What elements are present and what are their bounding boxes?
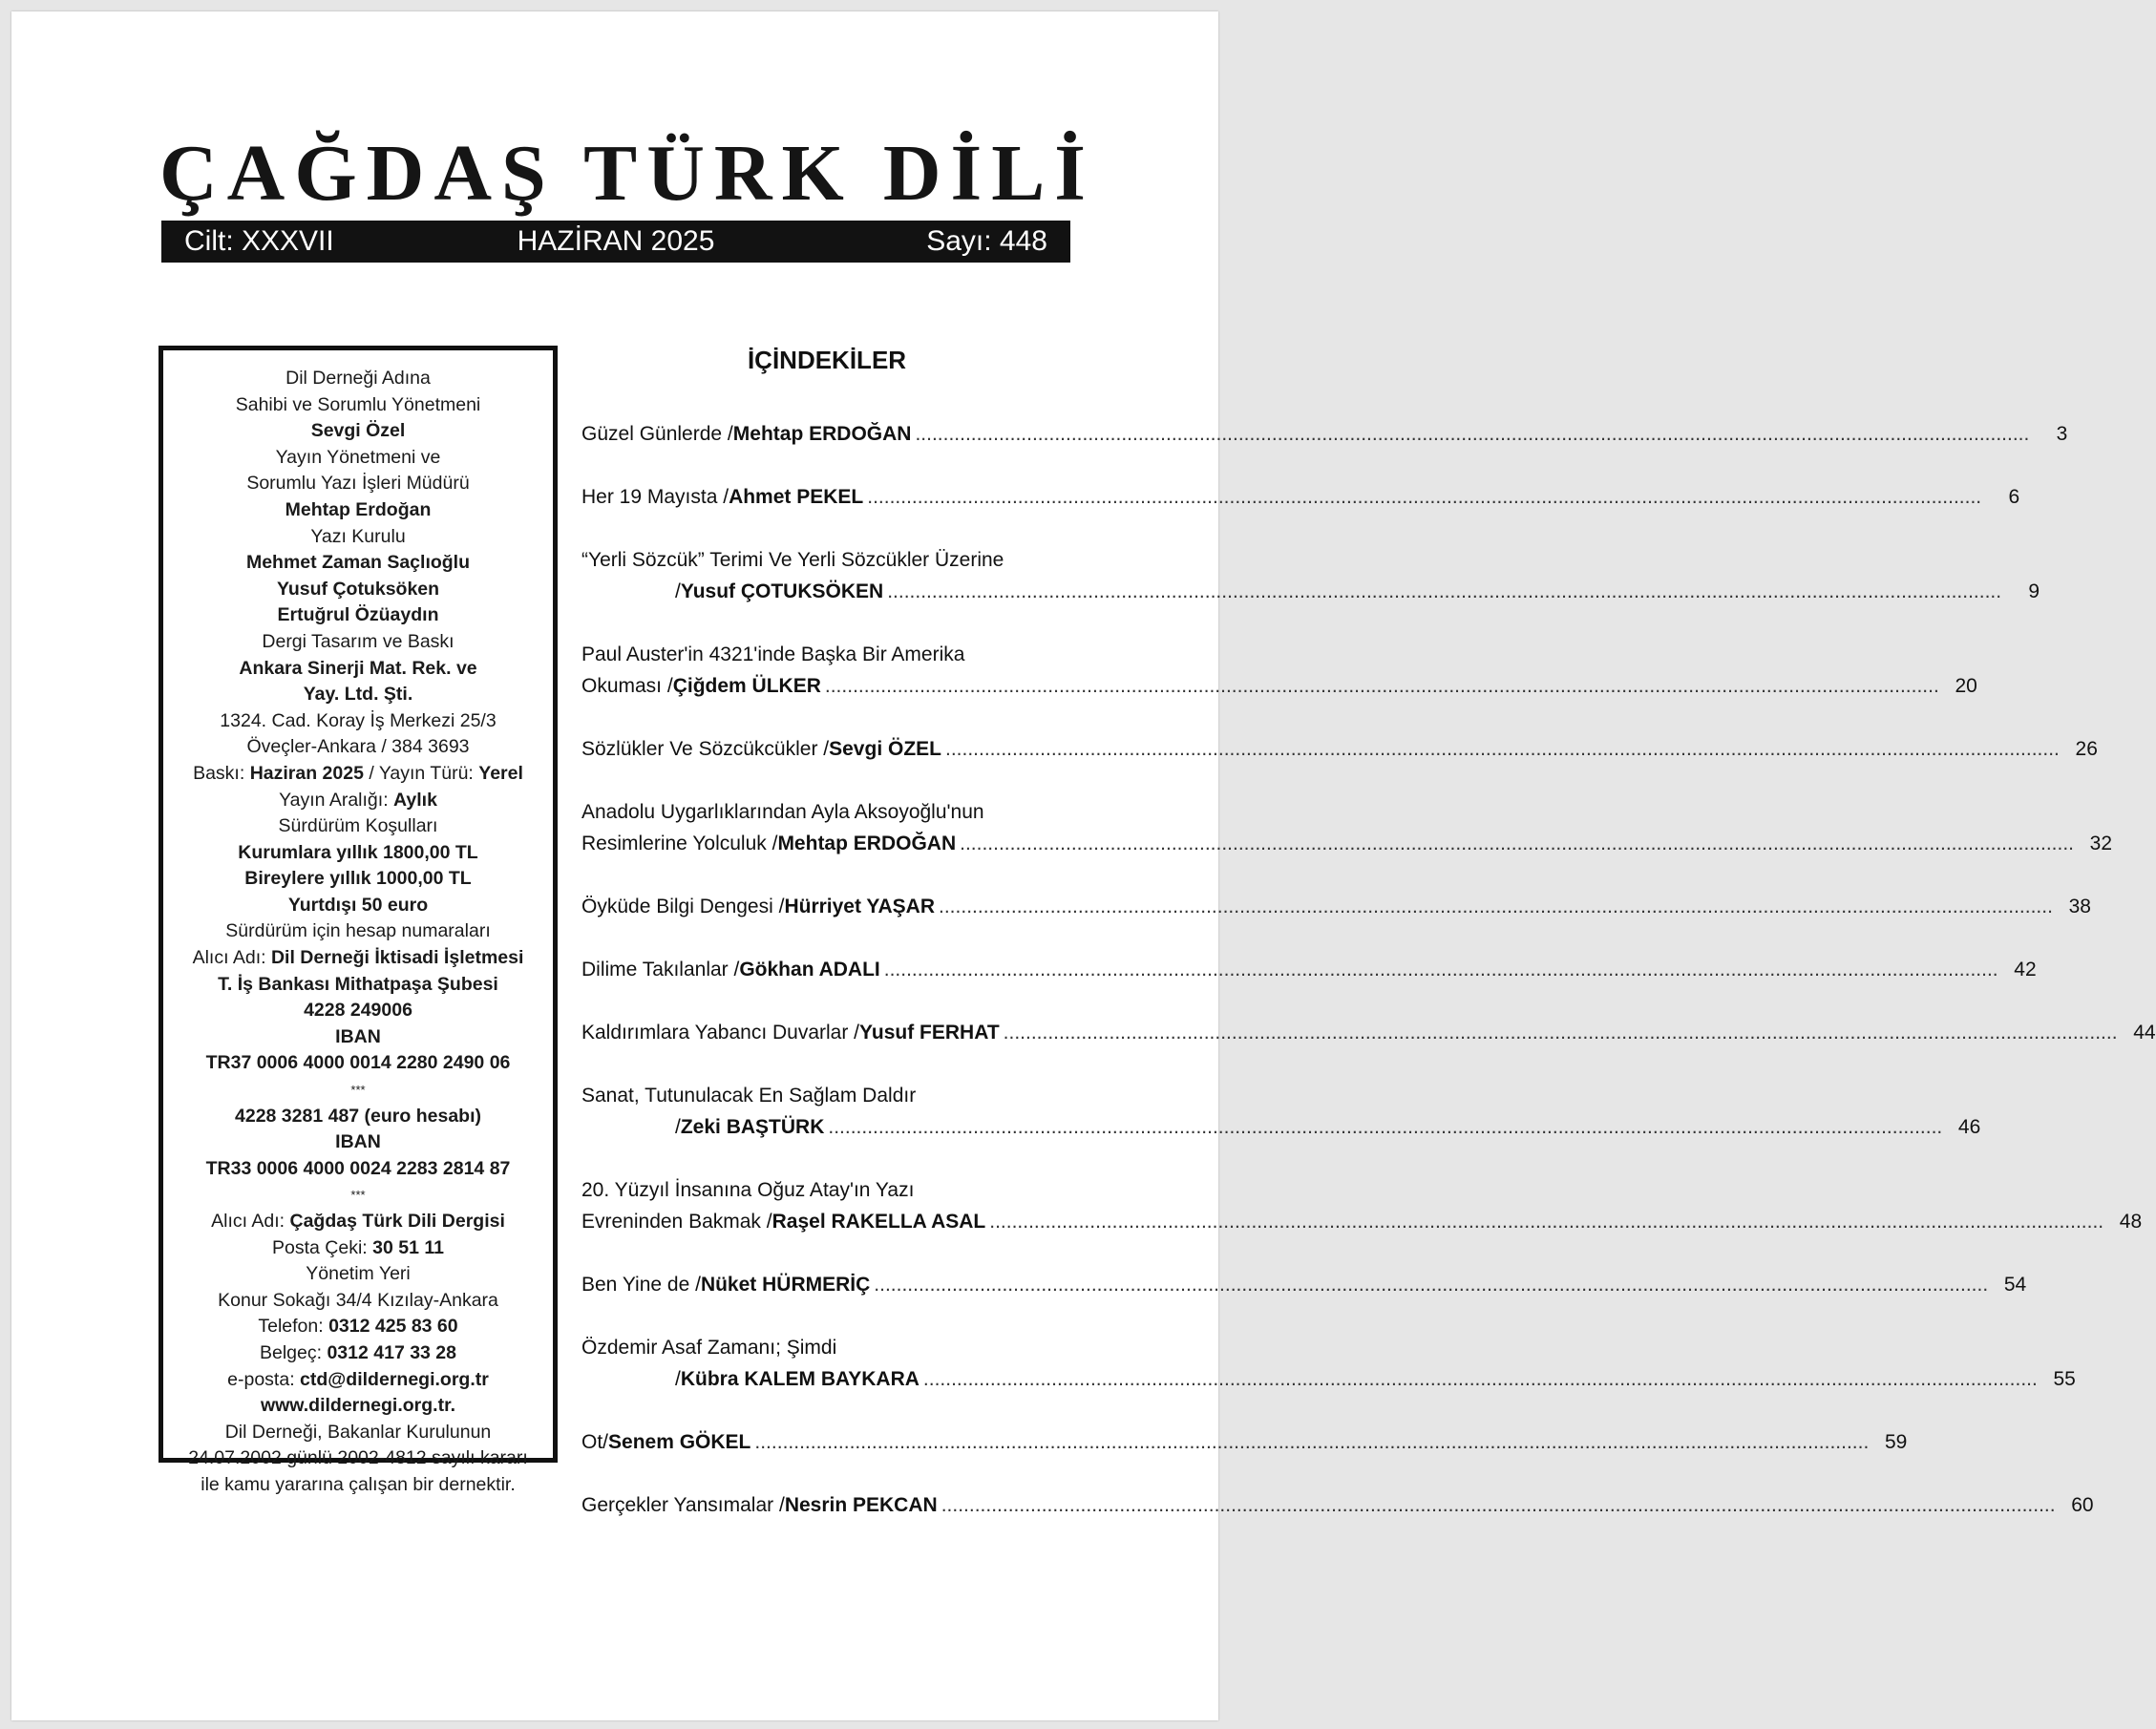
toc-title: Okuması /	[581, 675, 673, 697]
toc-page-number: 9	[2028, 580, 2040, 602]
toc-title: “Yerli Sözcük” Terimi Ve Yerli Sözcükler Üzerine	[581, 549, 1004, 571]
toc-title: /	[675, 580, 681, 602]
toc-title: Öyküde Bilgi Dengesi /	[581, 896, 785, 917]
imprint-line: 4228 249006	[304, 1000, 412, 1022]
toc-leader-dots: ........................................................................................................................................................................................................	[1003, 1022, 2118, 1044]
imprint-line: T. İş Bankası Mithatpaşa Şubesi	[218, 973, 498, 995]
toc-page-number: 60	[2071, 1494, 2094, 1516]
toc-title: 20. Yüzyıl İnsanına Oğuz Atay'ın Yazı	[581, 1179, 915, 1201]
toc-entry	[581, 418, 2068, 450]
toc-entry	[581, 733, 2098, 765]
toc-entry	[581, 1489, 2094, 1521]
toc-line	[581, 481, 2020, 513]
toc-title: Paul Auster'in 4321'inde Başka Bir Amerika	[581, 643, 965, 665]
toc-line	[581, 544, 1070, 576]
toc-page-number: 55	[2053, 1368, 2076, 1390]
imprint-line: Sahibi ve Sorumlu Yönetmeni	[235, 393, 481, 415]
imprint-line: ile kamu yararına çalışan bir dernektir.	[201, 1473, 516, 1495]
toc-author: Nesrin PEKCAN	[784, 1494, 938, 1516]
imprint-line: 24.07.2002 günlü 2002-4812 sayılı kararı	[188, 1447, 528, 1469]
toc-leader-dots: ........................................................................................................................................................................................................	[883, 959, 1998, 980]
toc-entry	[581, 481, 2020, 513]
toc-title: /	[675, 1116, 681, 1138]
imprint-line: Sürdürüm Koşulları	[278, 815, 438, 837]
imprint-line: Ankara Sinerji Mat. Rek. ve	[239, 657, 477, 679]
issue-number: Sayı: 448	[926, 225, 1047, 257]
imprint-line: Dil Derneği Adına	[285, 368, 431, 389]
imprint-line: e-posta: ctd@dildernegi.org.tr	[227, 1368, 489, 1390]
toc-page-number: 3	[2056, 423, 2068, 445]
toc-title: Resimlerine Yolculuk /	[581, 833, 778, 854]
imprint-line: www.dildernegi.org.tr.	[260, 1395, 456, 1417]
toc-page-number: 48	[2119, 1211, 2143, 1233]
toc-entry	[581, 796, 2113, 859]
imprint-line: Yayın Yönetmeni ve	[275, 446, 441, 468]
toc-page-number: 6	[2008, 486, 2020, 508]
toc-title: Gerçekler Yansımalar /	[581, 1494, 785, 1516]
toc-line	[581, 1332, 1070, 1363]
toc-title: Kaldırımlara Yabancı Duvarlar /	[581, 1022, 860, 1044]
toc-leader-dots: ........................................................................................................................................................................................................	[867, 486, 1982, 508]
toc-title: Sözlükler Ve Sözcükcükler /	[581, 738, 830, 760]
toc-line	[581, 576, 2040, 607]
toc-author: Yusuf FERHAT	[859, 1022, 1000, 1044]
issue-date: HAZİRAN 2025	[517, 225, 715, 257]
toc-leader-dots: ........................................................................................................................................................................................................	[944, 738, 2060, 760]
toc-leader-dots: ........................................................................................................................................................................................................	[754, 1431, 1870, 1453]
toc-page-number: 42	[2014, 959, 2037, 980]
masthead-info-bar	[161, 221, 1070, 263]
toc-line	[581, 1080, 1070, 1111]
toc-title: Dilime Takılanlar /	[581, 959, 740, 980]
toc-entry	[581, 1426, 1908, 1458]
imprint-line: Alıcı Adı: Dil Derneği İktisadi İşletmesi	[192, 947, 524, 969]
toc-page-number: 46	[1957, 1116, 1981, 1138]
imprint-line: ***	[350, 1083, 366, 1098]
toc-line	[581, 1206, 2143, 1237]
toc-page-number: 54	[2003, 1274, 2027, 1296]
toc-heading: İÇİNDEKİLER	[747, 346, 907, 374]
imprint-line: ***	[350, 1188, 366, 1203]
imprint-line: Alıcı Adı: Çağdaş Türk Dili Dergisi	[211, 1211, 505, 1232]
toc-line	[581, 639, 1070, 670]
imprint-line: Mehmet Zaman Saçlıoğlu	[245, 552, 471, 574]
imprint-line: Yayın Aralığı: Aylık	[279, 789, 437, 811]
imprint-line: Öveçler-Ankara / 384 3693	[246, 736, 470, 758]
imprint-box	[159, 346, 558, 1495]
toc-line	[581, 828, 2113, 859]
toc-title: Sanat, Tutunulacak En Sağlam Daldır	[581, 1085, 917, 1107]
imprint-line: Sevgi Özel	[310, 420, 406, 442]
toc-line	[581, 891, 2091, 922]
imprint-line: Konur Sokağı 34/4 Kızılay-Ankara	[218, 1289, 498, 1311]
toc-title: Ben Yine de /	[581, 1274, 701, 1296]
imprint-line: TR33 0006 4000 0024 2283 2814 87	[205, 1157, 511, 1179]
toc-author: Gökhan ADALI	[739, 959, 880, 980]
imprint-line: Sürdürüm için hesap numaraları	[225, 920, 491, 942]
toc-title: Güzel Günlerde /	[581, 423, 733, 445]
toc-author: Nüket HÜRMERİÇ	[700, 1274, 871, 1296]
toc-page-number: 26	[2075, 738, 2098, 760]
toc-line	[581, 1363, 2076, 1395]
imprint-line: Baskı: Haziran 2025 / Yayın Türü: Yerel	[193, 762, 523, 784]
toc-title: /	[602, 1431, 609, 1453]
toc-entry	[581, 544, 2040, 607]
toc-line	[581, 1017, 2156, 1048]
toc-author: Kübra KALEM BAYKARA	[680, 1368, 919, 1390]
toc-leader-dots: ........................................................................................................................................................................................................	[824, 675, 1939, 697]
toc-author: Sevgi ÖZEL	[829, 738, 941, 760]
toc-leader-dots: ........................................................................................................................................................................................................	[828, 1116, 1943, 1138]
imprint-line: Sorumlu Yazı İşleri Müdürü	[246, 473, 470, 495]
toc-line	[581, 670, 1977, 702]
toc-leader-dots: ........................................................................................................................................................................................................	[939, 896, 2053, 917]
toc-line	[581, 1174, 1070, 1206]
imprint-line: Yusuf Çotuksöken	[276, 578, 440, 600]
toc-entry	[581, 1017, 2156, 1048]
toc-line	[581, 733, 2098, 765]
toc-entry	[581, 1269, 2027, 1300]
imprint-line: Ertuğrul Özüaydın	[277, 604, 439, 626]
toc-entry	[581, 954, 2037, 985]
toc-leader-dots: ........................................................................................................................................................................................................	[915, 423, 2030, 445]
imprint-line: Dergi Tasarım ve Baskı	[262, 630, 454, 652]
imprint-line: 1324. Cad. Koray İş Merkezi 25/3	[220, 709, 497, 731]
toc-title: Her 19 Mayısta /	[581, 486, 729, 508]
toc-title: Ot	[581, 1431, 603, 1453]
toc-line	[581, 1489, 2094, 1521]
toc-line	[581, 418, 2068, 450]
toc-leader-dots: ........................................................................................................................................................................................................	[887, 580, 2002, 602]
volume-label: Cilt: XXXVII	[184, 225, 334, 257]
toc-page-number: 32	[2089, 833, 2113, 854]
toc-title: Özdemir Asaf Zamanı; Şimdi	[581, 1337, 837, 1359]
toc-title: /	[675, 1368, 681, 1390]
imprint-line: Yay. Ltd. Şti.	[303, 684, 413, 706]
toc-page-number: 20	[1955, 675, 1977, 697]
toc-page-number: 44	[2133, 1022, 2156, 1044]
imprint-line: Dil Derneği, Bakanlar Kurulunun	[224, 1421, 492, 1443]
toc-line	[581, 1111, 1981, 1143]
toc-author: Mehtap ERDOĞAN	[732, 423, 912, 445]
imprint-line: Yazı Kurulu	[310, 525, 406, 547]
toc-leader-dots: ........................................................................................................................................................................................................	[874, 1274, 1989, 1296]
toc-page-number: 38	[2068, 896, 2091, 917]
toc-line	[581, 954, 2037, 985]
imprint-line: 4228 3281 487 (euro hesabı)	[235, 1105, 481, 1127]
toc-author: Mehtap ERDOĞAN	[777, 833, 957, 854]
imprint-line: Yönetim Yeri	[306, 1263, 411, 1285]
toc-entry	[581, 1174, 2143, 1237]
toc-author: Çiğdem ÜLKER	[672, 675, 821, 697]
toc-author: Yusuf ÇOTUKSÖKEN	[680, 580, 884, 602]
toc-leader-dots: ........................................................................................................................................................................................................	[941, 1494, 2056, 1516]
toc-title: Anadolu Uygarlıklarından Ayla Aksoyoğlu'nun	[581, 801, 984, 823]
toc-title: Evreninden Bakmak /	[581, 1211, 772, 1233]
imprint-line: Bireylere yıllık 1000,00 TL	[244, 868, 472, 890]
toc-author: Ahmet PEKEL	[729, 486, 864, 508]
toc-author: Hürriyet YAŞAR	[784, 896, 936, 917]
toc-author: Raşel RAKELLA ASAL	[772, 1211, 986, 1233]
toc-line	[581, 1269, 2027, 1300]
imprint-line: Mehtap Erdoğan	[285, 498, 432, 520]
imprint-line: Telefon: 0312 425 83 60	[258, 1316, 458, 1338]
toc-line	[581, 1426, 1908, 1458]
toc-page-number: 59	[1884, 1431, 1908, 1453]
toc-author: Zeki BAŞTÜRK	[680, 1116, 825, 1138]
magazine-page	[11, 11, 2156, 1720]
toc-entry	[581, 639, 1977, 702]
toc-author: Senem GÖKEL	[608, 1431, 751, 1453]
imprint-line: Posta Çeki: 30 51 11	[272, 1236, 444, 1258]
toc-entry	[581, 1080, 1981, 1143]
imprint-line: Kurumlara yıllık 1800,00 TL	[238, 841, 478, 863]
imprint-line: Belgeç: 0312 417 33 28	[259, 1341, 457, 1363]
toc-entry	[581, 891, 2091, 922]
imprint-line: IBAN	[335, 1131, 381, 1153]
toc-line	[581, 796, 1070, 828]
imprint-line: Yurtdışı 50 euro	[287, 894, 429, 916]
imprint-line: TR37 0006 4000 0014 2280 2490 06	[205, 1052, 511, 1074]
imprint-line: IBAN	[335, 1025, 381, 1047]
magazine-title: ÇAĞDAŞ TÜRK DİLİ	[159, 129, 1095, 218]
toc-leader-dots: ........................................................................................................................................................................................................	[960, 833, 2075, 854]
toc-leader-dots: ........................................................................................................................................................................................................	[989, 1211, 2104, 1233]
toc-leader-dots: ........................................................................................................................................................................................................	[922, 1368, 2038, 1390]
toc-entry	[581, 1332, 2076, 1395]
